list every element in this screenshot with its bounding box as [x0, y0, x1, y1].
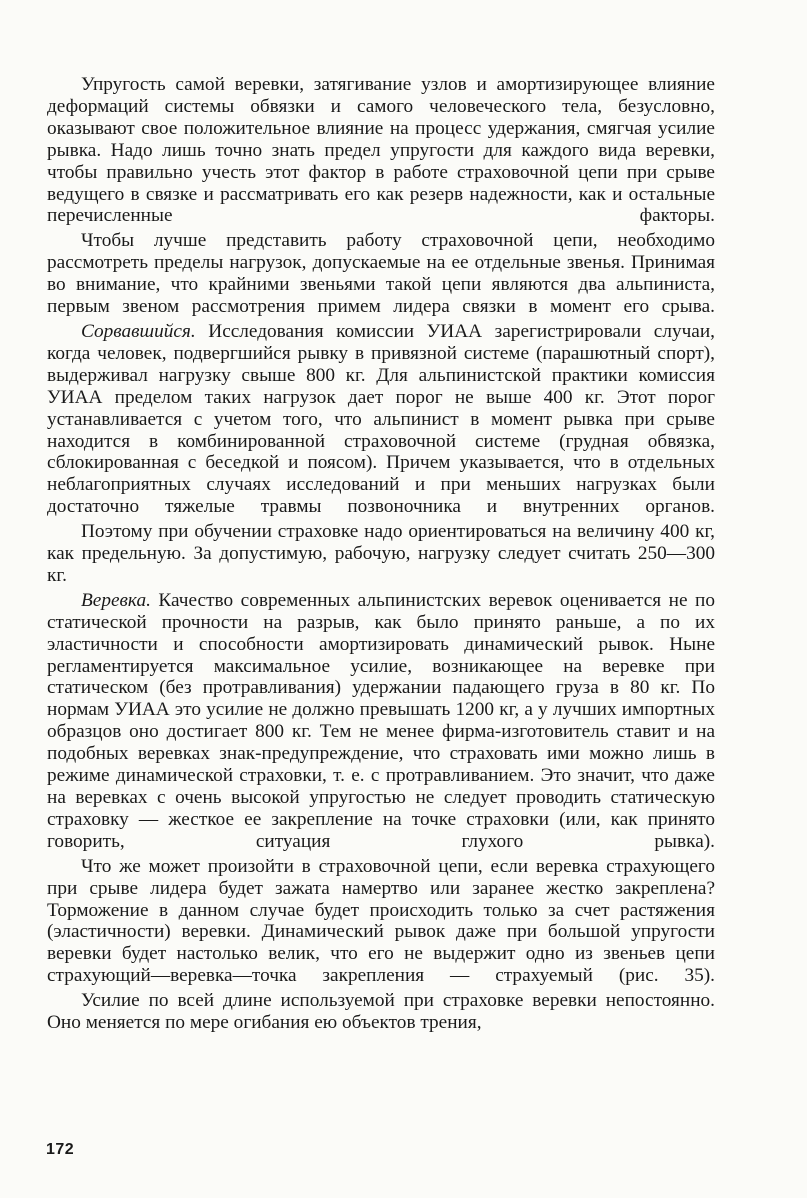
paragraph-static-belay: Что же может произойти в страховочной цепи, если веревка страхующего при срыве лидера будет зажата намертво или заранее жестко закреплена? Торможение в данном случае будет происходить только за счет растяжения (эластичности) веревки. Динамический рывок даже при большой упругости веревки будет настолько велик, что его не выдержит одно из звеньев цепи страхующий—веревка—точка закрепления — страхуемый (рис. 35). — [47, 855, 715, 987]
paragraph-friction: Усилие по всей длине используемой при страховке веревки непостоянно. Оно меняется по мере огибания ею объектов трения, — [47, 990, 715, 1034]
paragraph-elasticity: Упругость самой веревки, затягивание узлов и амортизирующее влияние деформаций системы обвязки и самого человеческого тела, безусловно, оказывают свое положительное влияние на процесс удержания, смягчая усилие рывка. Надо лишь точно знать предел упругости для каждого вида веревки, чтобы правильно учесть этот фактор в работе страховочной цепи при срыве ведущего в связке и рассматривать его как резерв надежности, как и остальные перечисленные факторы. — [47, 74, 715, 227]
page-number: 172 — [46, 1141, 75, 1158]
body-text — [47, 74, 715, 1037]
paragraph-lead: Сорвавшийся. — [81, 320, 196, 342]
paragraph-load-limits: Чтобы лучше представить работу страховочной цепи, необходимо рассмотреть пределы нагрузок, допускаемые на ее отдельные звенья. Принимая во внимание, что крайними звеньями такой цепи являются два альпиниста, первым звеном рассмотрения примем лидера связки в момент его срыва. — [47, 230, 715, 318]
paragraph-training: Поэтому при обучении страховке надо ориентироваться на величину 400 кг, как предельную. За допустимую, рабочую, нагрузку следует считать 250—300 кг. — [47, 521, 715, 586]
paragraph-lead: Веревка. — [81, 589, 151, 611]
paragraph-fallen-climber: Сорвавшийся. Исследования комиссии УИАА зарегистрировали случаи, когда человек, подвергшийся рывку в привязной системе (парашютный спорт), выдерживал нагрузку свыше 800 кг. Для альпинистской практики комиссия УИАА пределом таких нагрузок дает порог не выше 400 кг. Этот порог устанавливается с учетом того, что альпинист в момент рывка при срыве находится в комбинированной страховочной системе (грудная обвязка, сблокированная с беседкой и поясом). Причем указывается, что в отдельных неблагоприятных случаях исследований и при меньших нагрузках были достаточно тяжелые травмы позвоночника и внутренних органов. — [47, 320, 715, 518]
paragraph-rope: Веревка. Качество современных альпинистских веревок оценивается не по статической прочности на разрыв, как было принято раньше, а по их эластичности и способности амортизировать динамический рывок. Ныне регламентируется максимальное усилие, возникающее на веревке при статическом (без протравливания) удержании падающего груза в 80 кг. По нормам УИАА это усилие не должно превышать 1200 кг, а у лучших импортных образцов оно достигает 800 кг. Тем не менее фирма-изготовитель ставит и на подобных веревках знак-предупреждение, что страховать ими можно лишь в режиме динамической страховки, т. е. с протравливанием. Это значит, что даже на веревках с очень высокой упругостью не следует проводить статическую страховку — жесткое ее закрепление на точке страховки (или, как принято говорить, ситуация глухого рывка). — [47, 589, 715, 852]
